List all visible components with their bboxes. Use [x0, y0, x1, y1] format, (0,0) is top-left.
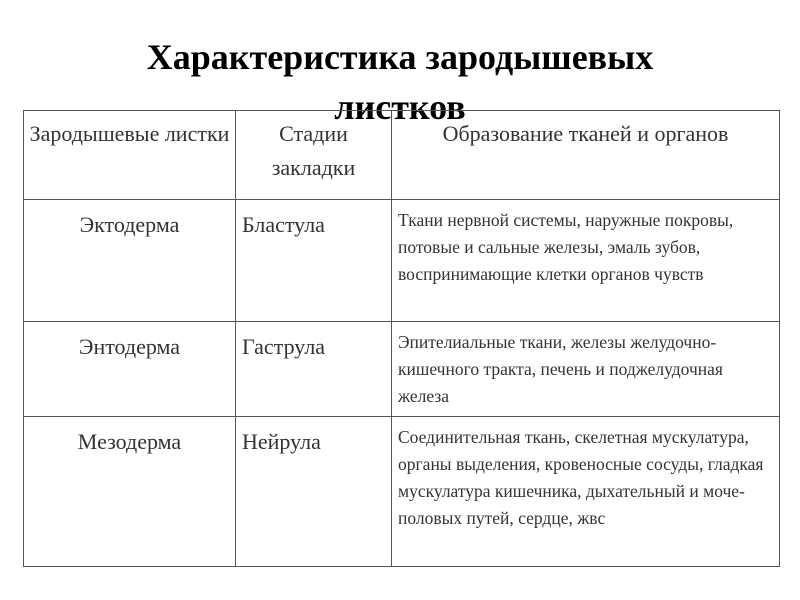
layer-name: Эктодерма — [79, 212, 180, 237]
stage-name: Гаструла — [242, 334, 326, 359]
formation-text: Ткани нервной системы, наружные покровы, потовые и сальные железы, эмаль зубов, воспринимающие клетки органов чувств — [398, 210, 734, 284]
header-label-formation: Образование тканей и органов — [442, 121, 729, 146]
stage-name: Нейрула — [242, 429, 321, 454]
header-label-layers: Зародышевые листки — [29, 121, 230, 146]
table-row — [24, 200, 780, 322]
header-cell-layers — [24, 111, 236, 200]
layer-cell — [24, 200, 236, 322]
table-row — [24, 417, 780, 567]
formation-cell — [392, 200, 780, 322]
formation-cell — [392, 322, 780, 417]
stage-cell — [236, 417, 392, 567]
header-cell-formation — [392, 111, 780, 200]
header-cell-stages — [236, 111, 392, 200]
table-row — [24, 322, 780, 417]
stage-name: Бластула — [242, 212, 325, 237]
layer-cell — [24, 417, 236, 567]
stage-cell — [236, 200, 392, 322]
formation-text: Эпителиальные ткани, железы желудочно-кишечного тракта, печень и поджелудочная железа — [398, 332, 723, 406]
layer-name: Энтодерма — [78, 334, 181, 359]
formation-cell — [392, 417, 780, 567]
stage-cell — [236, 322, 392, 417]
page-title-line-1: Характеристика зародышевых — [146, 37, 654, 78]
layer-cell — [24, 322, 236, 417]
layer-name: Мезодерма — [77, 429, 182, 454]
table-header-row — [24, 111, 780, 200]
header-label-stages: Стадии закладки — [271, 121, 356, 180]
formation-text: Соединительная ткань, скелетная мускулатура, органы выделения, кровеносные сосуды, гладкая мускулатура кишечника, дыхательный и моче-половых путей, сердце, жвс — [398, 427, 764, 528]
page-title-line-2: листков — [334, 87, 466, 128]
germ-layers-table — [23, 110, 780, 567]
